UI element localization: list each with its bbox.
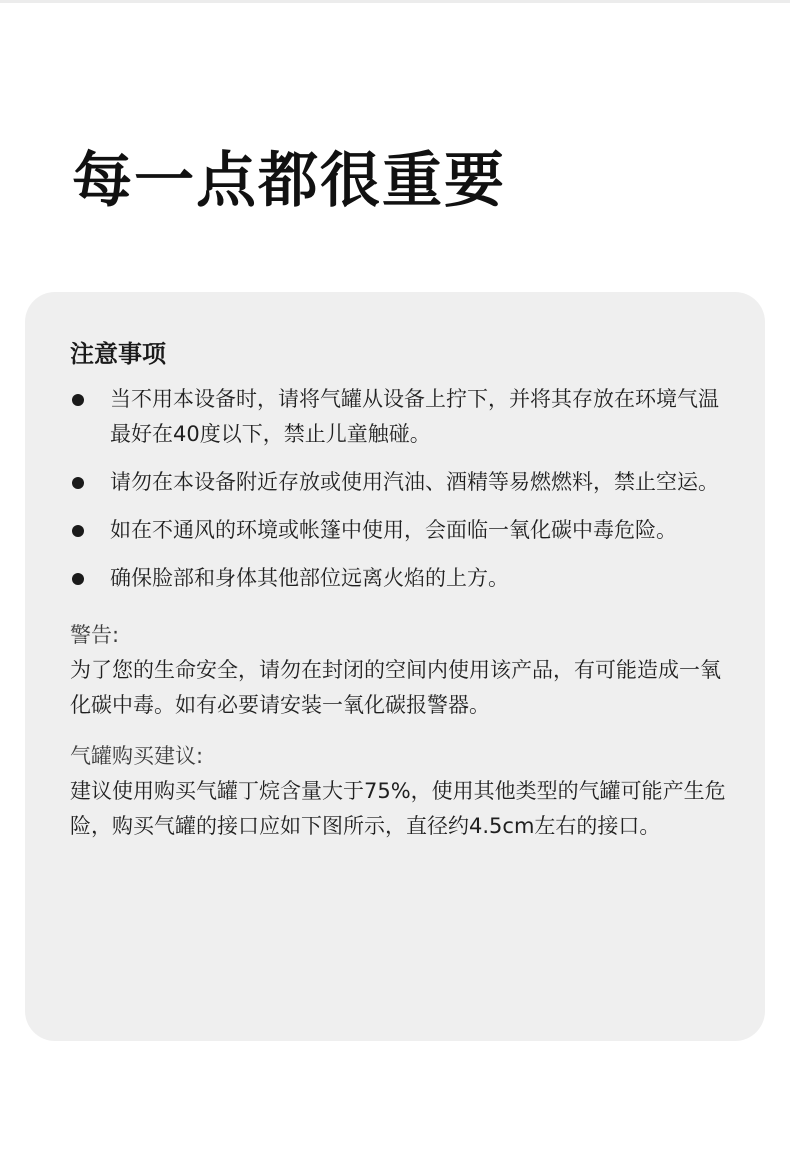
- notice-heading: 注意事项: [70, 340, 166, 368]
- warning-block: [70, 618, 730, 723]
- bullet-dot-icon: [72, 394, 84, 406]
- notice-item-text: 确保脸部和身体其他部位远离火焰的上方。: [110, 566, 509, 590]
- list-item: [70, 513, 730, 548]
- purchase-advice-block: [70, 739, 730, 844]
- bullet-dot-icon: [72, 573, 84, 585]
- notice-card-content: [70, 336, 730, 844]
- list-item: [70, 465, 730, 500]
- warning-label: 警告:: [70, 623, 120, 647]
- notice-card: [25, 292, 765, 1041]
- list-item: [70, 561, 730, 596]
- notice-item-text: 请勿在本设备附近存放或使用汽油、酒精等易燃燃料，禁止空运。: [110, 470, 719, 494]
- page-title: 每一点都很重要: [72, 146, 506, 216]
- notice-item-text: 当不用本设备时，请将气罐从设备上拧下，并将其存放在环境气温最好在40度以下，禁止儿童触碰。: [110, 387, 719, 446]
- purchase-advice-label: 气罐购买建议:: [70, 744, 204, 768]
- notice-list: [70, 382, 730, 596]
- top-divider: [0, 0, 790, 3]
- purchase-advice-text: 建议使用购买气罐丁烷含量大于75%，使用其他类型的气罐可能产生危险，购买气罐的接口应如下图所示，直径约4.5cm左右的接口。: [70, 779, 726, 838]
- warning-text: 为了您的生命安全，请勿在封闭的空间内使用该产品，有可能造成一氧化碳中毒。如有必要请安装一氧化碳报警器。: [70, 658, 721, 717]
- bullet-dot-icon: [72, 525, 84, 537]
- list-item: [70, 382, 730, 452]
- bullet-dot-icon: [72, 477, 84, 489]
- notice-item-text: 如在不通风的环境或帐篷中使用，会面临一氧化碳中毒危险。: [110, 518, 677, 542]
